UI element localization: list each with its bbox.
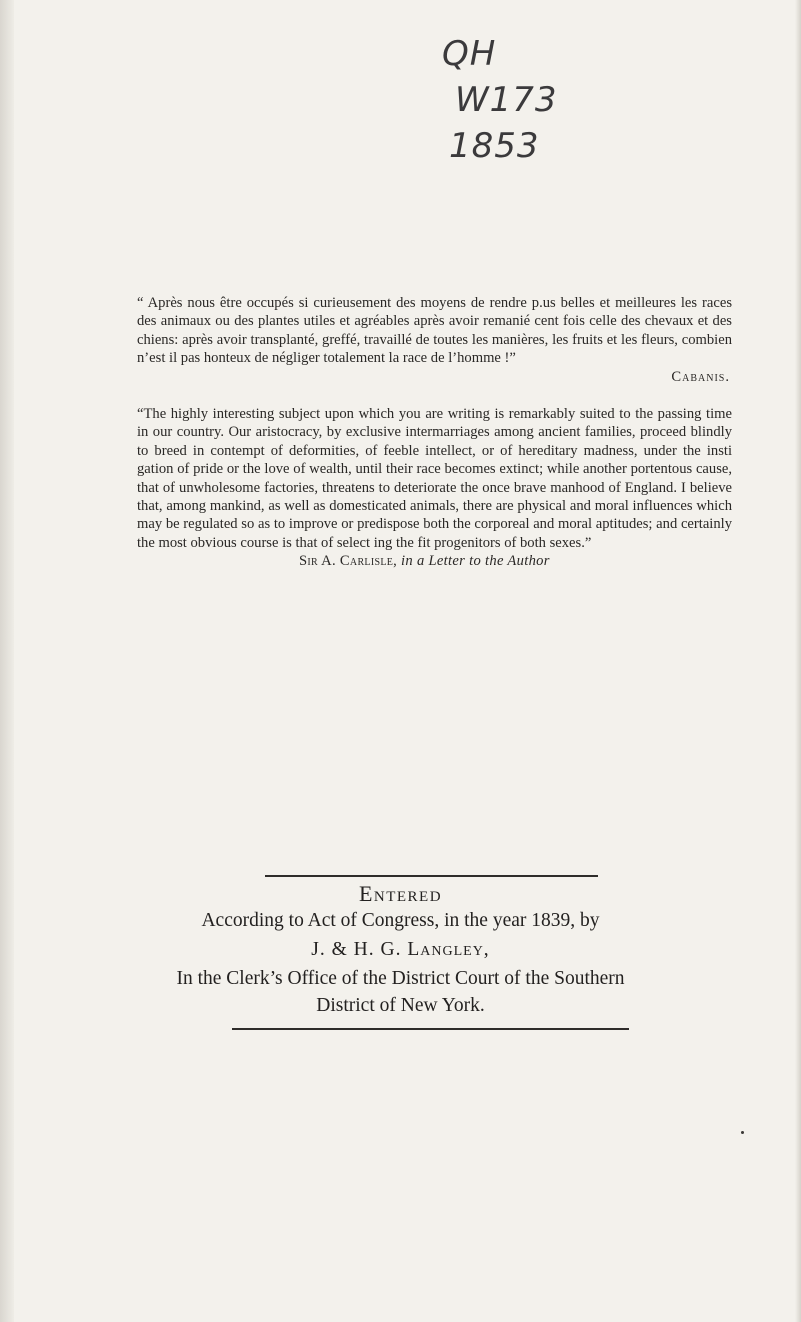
copyright-line2: J. & H. G. Langley, [311, 939, 490, 960]
page-edge-left [0, 0, 14, 1322]
epigraph-french-text: “ Après nous être occupés si curieusement des moyens de rendre p.us belles et meilleures les races des animaux ou des plantes utiles et agréables après avoir remanié cent fois celle des chevaux et des chiens: après avoir transplanté, greffé, travaillé de toutes les manières, les fruits et les fleurs, combien n’est il pas honteux de négliger totalement la race de l’homme !” [137, 295, 732, 367]
rule-top [265, 875, 598, 877]
copyright-line4: District of New York. [316, 995, 485, 1016]
epigraph-english-text: “The highly interesting subject upon which you are writing is remarkably suited to the passing time in our country. Our aristocracy, by exclusive intermarriages among ancient families, proceed blindly to breed in contempt of deformities, of feeble intellect, or of hereditary madness, under the insti gation of pride or the love of wealth, until their race becomes extinct; while another portentous cause, that of unwholesome factories, threatens to deteriorate the once brave manhood of England. I believe that, among mankind, as well as domesticated animals, there are physical and moral influences which may be regulated so as to improve or predispose both the corporeal and moral aptitudes; and certainly the most obvious course is that of select ing the fit progenitors of both sexes.” [137, 406, 732, 551]
call-number-line1: QH [442, 34, 497, 74]
rule-bottom [232, 1028, 629, 1030]
page-edge-right [795, 0, 801, 1322]
attribution-name: Sir A. Carlisle, [299, 553, 398, 570]
epigraph-english-attribution [137, 552, 732, 570]
epigraph-french-attribution: Cabanis. [671, 368, 730, 385]
epigraph-french [137, 294, 732, 386]
epigraph-english [137, 405, 732, 571]
copyright-line3: In the Clerk’s Office of the District Court of the Southern [176, 968, 625, 989]
attribution-source: in a Letter to the Author [401, 553, 550, 570]
copyright-line1: According to Act of Congress, in the year 1839, by [201, 910, 600, 931]
call-number-line3: 1853 [449, 126, 540, 166]
copyright-title: Entered [358, 881, 443, 906]
ink-speck [741, 1131, 744, 1134]
call-number-line2: W173 [455, 80, 558, 120]
